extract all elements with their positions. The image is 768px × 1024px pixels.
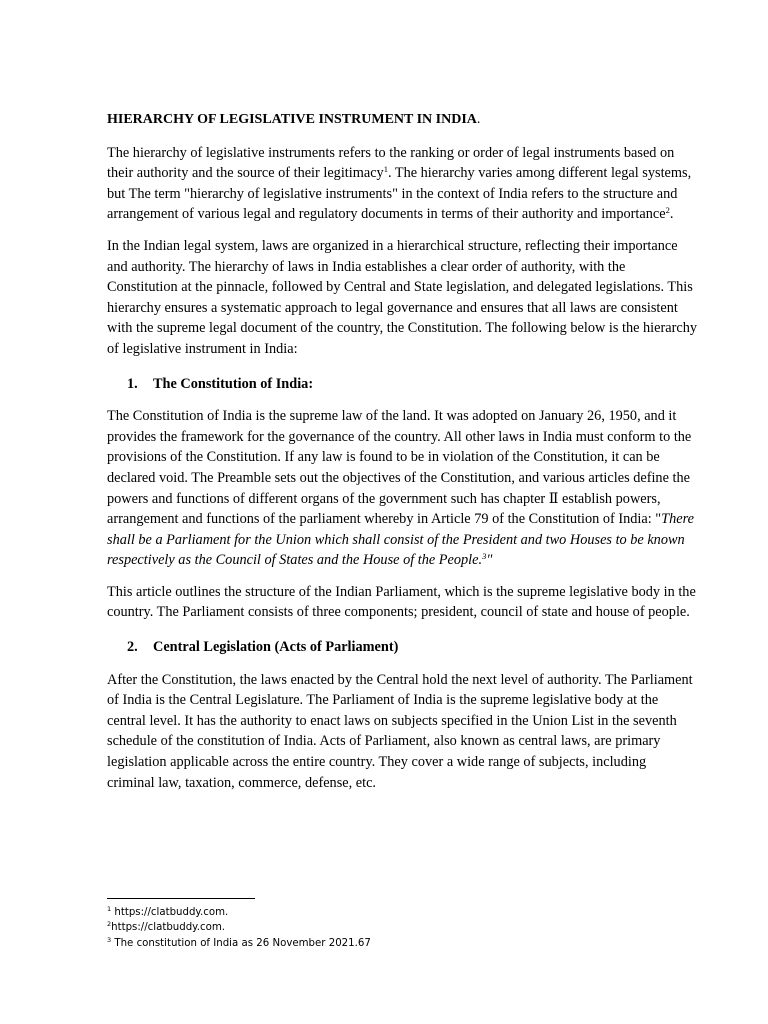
constitution-paragraph: The Constitution of India is the supreme law of the land. It was adopted on January 26, 1950, and it provides the framework for the governance of the country. All other laws in India must conform to the provisions of the Constitution. If any law is found to be in violation of the Constitution, it can be declared void. The Preamble sets out the objectives of the Constitution, and various articles define the powers and functions of different organs of the government such has chapter Ⅱ establish powers, arrangement and functions of the parliament whereby in Article 79 of the Constitution of India: "There shall be a Parliament for the Union which shall consist of the President and two Houses to be known respectively as the Council of States and the House of the People.$^3$"	[107, 408, 694, 569]
footnote-separator	[107, 898, 255, 899]
footnote-ref-1[interactable]: 1	[383, 164, 388, 175]
footnote-link[interactable]: https://clatbuddy.com.	[111, 922, 225, 934]
article-79-quote: There shall be a Parliament for the Union which shall consist of the President and two Houses to be known respectively as the Council of States and the House of the People.	[107, 511, 694, 569]
overview-paragraph: In the Indian legal system, laws are organized in a hierarchical structure, reflecting their importance and authority. The hierarchy of laws in India establishes a clear order of authority, with the Constitution at the pinnacle, followed by Central and State legislation, and delegated legislations. This hierarchy ensures a systematic approach to legal governance and ensures that all laws are consistent with the supreme legal document of the country, the Constitution. The following below is the hierarchy of legislative instrument in India:	[107, 237, 698, 357]
footnotes	[107, 905, 371, 951]
footnote-2: $^2$https://clatbuddy.com.	[107, 920, 225, 934]
footnote-1: $^1$ https://clatbuddy.com.	[107, 905, 229, 918]
footnote-3: $^3$ The constitution of India as 26 November 2021.67	[107, 935, 371, 949]
intro-paragraph: The hierarchy of legislative instruments refers to the ranking or order of legal instruments based on their authority and the source of their legitimacy$^1$. The hierarchy varies among different legal systems, but The term "hierarchy of legislative instruments" in the context of India refers to the structure and arrangement of various legal and regulatory documents in terms of their authority and importance$^2$.	[107, 144, 692, 223]
section-heading-central-legislation: 2. Central Legislation (Acts of Parliament)	[127, 639, 399, 656]
central-legislation-paragraph: After the Constitution, the laws enacted by the Central hold the next level of authority. The Parliament of India is the Central Legislature. The Parliament of India is the supreme legislative body at the central level. It has the authority to enact laws on subjects specified in the Union List in the seventh schedule of the constitution of India. Acts of Parliament, also known as central laws, are primary legislation applicable across the entire country. They cover a wide range of subjects, including criminal law, taxation, commerce, defense, etc.	[107, 671, 693, 791]
footnote-ref-3[interactable]: 3	[482, 551, 487, 562]
footnote-link[interactable]: https://clatbuddy.com.	[111, 907, 229, 918]
section-heading-constitution: 1. The Constitution of India:	[127, 375, 314, 392]
footnote-ref-2[interactable]: 2	[665, 205, 670, 216]
parliament-structure-paragraph: This article outlines the structure of the Indian Parliament, which is the supreme legislative body in the country. The Parliament consists of three components; president, council of state and house of people.	[107, 583, 696, 621]
page-title: HIERARCHY OF LEGISLATIVE INSTRUMENT IN INDIA.	[107, 112, 481, 127]
document-body	[107, 110, 697, 804]
